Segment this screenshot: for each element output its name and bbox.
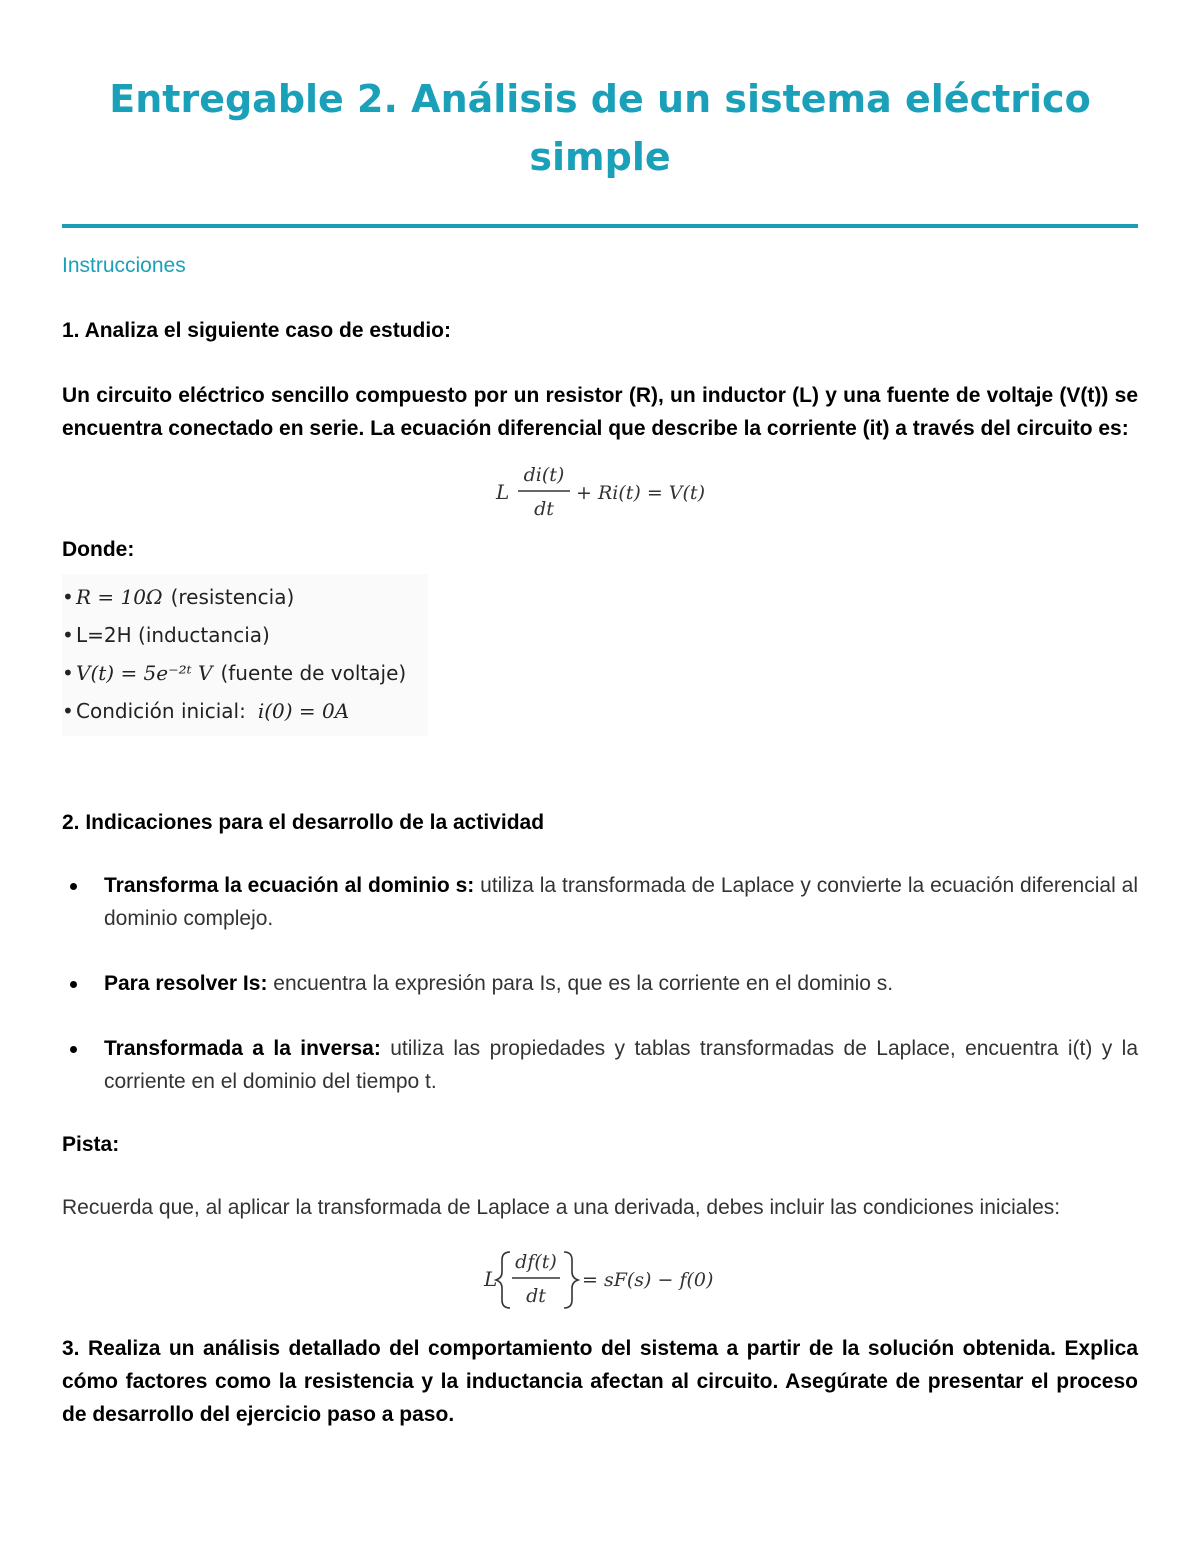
title-divider: [62, 224, 1138, 228]
indication-item: Transforma la ecuación al dominio s: utiliza la transformada de Laplace y convierte la ecuación diferencial al dominio complejo.: [104, 869, 1138, 935]
document-page: [62, 0, 1138, 1431]
eq-denominator: dt: [534, 498, 554, 520]
laplace-left-brace: [496, 1252, 510, 1308]
param-initial-condition: • Condición inicial: i(0) = 0A: [62, 692, 428, 730]
param-voltage: • V(t) = 5e⁻²ᵗ V (fuente de voltaje): [62, 654, 428, 692]
section1-paragraph: Un circuito eléctrico sencillo compuesto por un resistor (R), un inductor (L) y una fuente de voltaje (V(t)) se encuentra conectado en serie. La ecuación diferencial que describe la corriente (it) a través del circuito es:: [62, 384, 1138, 440]
param-voltage-text: (fuente de voltaje): [220, 661, 407, 685]
page-title: Entregable 2. Análisis de un sistema eléctrico simple: [109, 77, 1091, 179]
param-inductance: • L=2H (inductancia): [62, 616, 428, 654]
indication-item: Transformada a la inversa: utiliza las propiedades y tablas transformadas de Laplace, encuentra i(t) y la corriente en el dominio del tiempo t.: [104, 1032, 1138, 1098]
circuit-equation-svg: [490, 455, 710, 525]
indications-list: [62, 869, 1138, 1098]
section1-heading: 1. Analiza el siguiente caso de estudio:: [62, 319, 451, 342]
bullet-dot: [70, 981, 77, 988]
laplace-right-brace: [564, 1252, 578, 1308]
eq-L: L: [496, 480, 510, 504]
param-resistance: • R = 10Ω (resistencia): [62, 578, 428, 616]
pista-text: Recuerda que, al aplicar la transformada de Laplace a una derivada, debes incluir las condiciones iniciales:: [62, 1196, 1061, 1219]
bullet-dot: [70, 883, 77, 890]
laplace-equation-svg: [480, 1238, 720, 1318]
section2-heading: 2. Indicaciones para el desarrollo de la actividad: [62, 811, 545, 834]
param-inductance-text: L=2H (inductancia): [76, 623, 270, 647]
laplace-L: L: [484, 1267, 498, 1291]
eq-rhs: + Ri(t) = V(t): [576, 482, 705, 504]
pista-label: Pista:: [62, 1133, 120, 1156]
bullet-dot: [70, 1046, 77, 1053]
parameter-list: [62, 574, 428, 736]
param-resistance-math: R = 10Ω: [76, 585, 163, 609]
section3-text: 3. Realiza un análisis detallado del comportamiento del sistema a partir de la solución obtenida. Explica cómo factores como la resistencia y la inductancia afectan al circuito. Asegúrate de presentar el proceso de desarrollo del ejercicio paso a paso.: [62, 1337, 1138, 1426]
donde-label: Donde:: [62, 538, 135, 561]
eq-numerator: di(t): [523, 464, 565, 486]
param-resistance-text: (resistencia): [170, 585, 295, 609]
laplace-equation: [62, 1238, 1138, 1318]
laplace-numerator: df(t): [515, 1251, 557, 1273]
laplace-rhs: = sF(s) − f(0): [582, 1269, 714, 1291]
param-voltage-math: V(t) = 5e⁻²ᵗ V: [76, 661, 213, 685]
instructions-heading: Instrucciones: [62, 254, 186, 277]
indication-item: Para resolver Is: encuentra la expresión para Is, que es la corriente en el dominio s.: [104, 967, 1138, 1000]
laplace-denominator: dt: [526, 1285, 546, 1307]
circuit-equation: [62, 455, 1138, 525]
param-initial-math: i(0) = 0A: [257, 699, 350, 723]
param-initial-text: Condición inicial:: [76, 699, 246, 723]
